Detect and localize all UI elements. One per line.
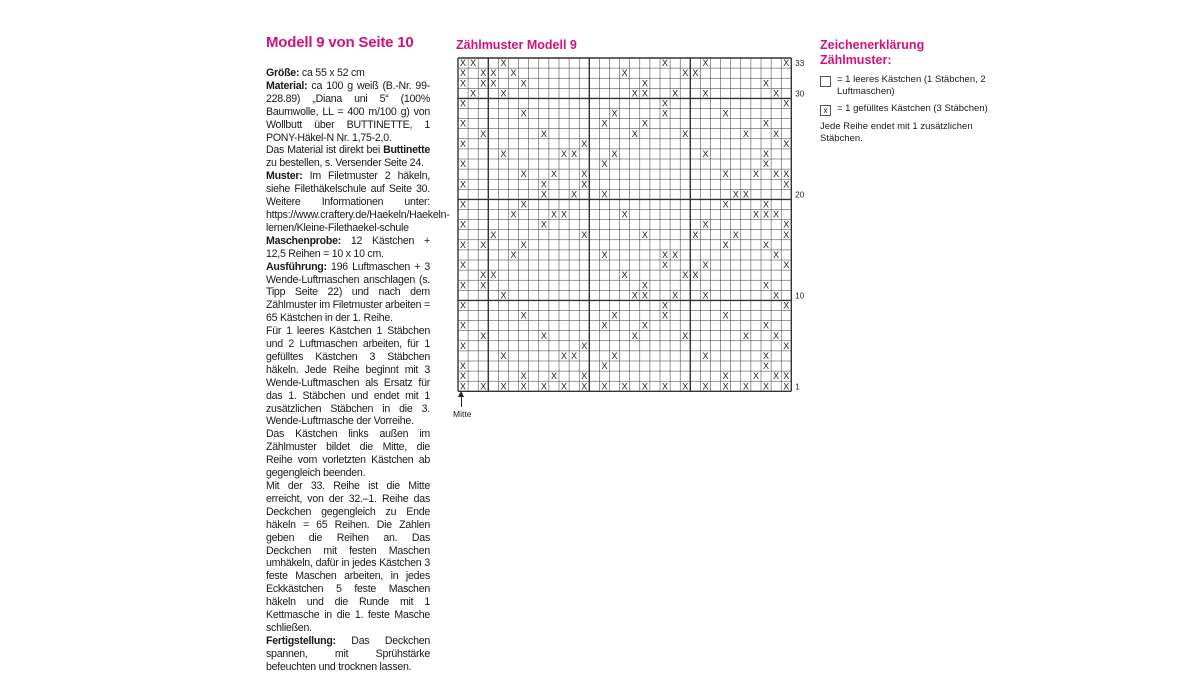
filled-cell-mark: X	[752, 169, 759, 180]
filled-cell-mark: X	[773, 169, 780, 180]
filled-cell-mark: X	[581, 229, 588, 240]
filled-cell-mark: X	[722, 108, 729, 119]
filled-cell-mark: X	[520, 108, 527, 119]
filled-cell-mark: X	[480, 381, 487, 392]
legend-empty-text: = 1 leeres Kästchen (1 Stäbchen, 2 Luftmaschen)	[837, 74, 986, 97]
filled-cell-mark: X	[763, 351, 770, 361]
filled-cell-mark: X	[783, 138, 790, 149]
legend-filled-text: = 1 gefülltes Kästchen (3 Stäbchen)	[837, 103, 988, 114]
filled-cell-mark: X	[611, 108, 618, 119]
instruction-text: Das Kästchen links außen im Zählmuster bildet die Mitte, die Reihe vom vorletzten Kästchen ab gegengleich beenden.	[266, 428, 430, 480]
filled-cell-mark: X	[631, 330, 638, 341]
filled-cell-mark: X	[601, 361, 608, 372]
filled-cell-mark: X	[752, 371, 759, 382]
filled-cell-mark: X	[550, 209, 557, 220]
filled-cell-mark: X	[480, 239, 487, 250]
filled-cell-mark: X	[763, 149, 770, 159]
filled-cell-mark: X	[662, 98, 669, 109]
filled-cell-mark: X	[742, 189, 749, 200]
legend-row-filled	[820, 103, 990, 116]
instruction-paragraph	[266, 144, 430, 170]
filled-cell-mark: X	[611, 351, 618, 361]
filled-cell-mark: X	[672, 290, 679, 301]
filled-cell-mark: X	[460, 219, 467, 230]
filled-cell-mark: X	[520, 381, 527, 392]
filled-cell-mark: X	[480, 280, 487, 291]
instruction-text: Im Filetmuster 2 häkeln, siehe Filethäkelschule auf Seite 30. Weitere Informationen unter: https://www.craftery.de/Haekeln/Haekeln-lernen/Kleine-Filethaekel-schule	[266, 170, 450, 234]
filled-cell-mark: X	[480, 68, 487, 79]
filled-cell-mark: X	[460, 58, 467, 69]
filled-cell-mark: X	[783, 58, 790, 69]
filled-cell-mark: X	[662, 108, 669, 119]
row-label: 20	[795, 190, 805, 200]
filled-cell-mark: X	[460, 260, 467, 271]
filled-cell-mark: X	[702, 381, 709, 392]
filled-cell-mark: X	[571, 351, 578, 361]
filled-cell-mark: X	[631, 88, 638, 99]
legend-row-empty	[820, 74, 990, 98]
filled-cell-mark: X	[500, 58, 507, 69]
filled-cell-mark: X	[702, 219, 709, 230]
filled-cell-mark: X	[601, 320, 608, 331]
filled-cell-mark: X	[460, 381, 467, 392]
filled-cell-mark: X	[581, 371, 588, 382]
filled-cell-mark: X	[460, 371, 467, 382]
instruction-label: Ausführung:	[266, 260, 327, 273]
filled-cell-mark: X	[773, 290, 780, 301]
filled-cell-mark: X	[773, 330, 780, 341]
filled-cell-mark: X	[500, 381, 507, 392]
filled-cell-mark: X	[742, 128, 749, 139]
filled-cell-mark: X	[722, 199, 729, 210]
legend-note: Jede Reihe endet mit 1 zusätzlichen Stäbchen.	[820, 121, 973, 144]
instruction-text: Für 1 leeres Kästchen 1 Stäbchen und 2 Luftmaschen arbeiten, für 1 gefülltes Kästchen 3 Stäbchen häkeln. Jede Reihe beginnt mit 3 Wende-Luftmaschen als Ersatz für das 1. Stäbchen und endet mit 1 zusätzlichen Stäbchen in die 3. Wende-Luftmasche der Vorreihe.	[266, 325, 430, 428]
filled-cell-mark: X	[732, 189, 739, 200]
filled-cell-mark: X	[581, 340, 588, 351]
filled-cell-mark: X	[510, 68, 517, 79]
instruction-text: Das Material ist direkt bei	[266, 144, 384, 157]
filled-cell-mark: X	[460, 159, 467, 170]
filled-cell-mark: X	[561, 149, 568, 159]
filled-cell-mark: X	[641, 78, 648, 89]
instruction-label: Maschenprobe:	[266, 234, 342, 247]
filled-cell-mark: X	[783, 260, 790, 271]
legend	[820, 38, 990, 145]
crochet-chart	[457, 57, 805, 393]
filled-cell-mark: X	[783, 169, 790, 180]
filled-cell-mark: X	[540, 330, 547, 341]
filled-cell-mark: X	[773, 128, 780, 139]
filled-cell-mark: X	[490, 270, 497, 281]
instruction-text: ca 55 x 52 cm	[299, 67, 365, 79]
row-label: 10	[795, 291, 805, 301]
filled-cell-mark: X	[631, 128, 638, 139]
filled-cell-mark: X	[692, 68, 699, 79]
filled-cell-mark: X	[460, 78, 467, 89]
instruction-label: Muster:	[266, 170, 303, 183]
filled-cell-mark: X	[460, 320, 467, 331]
row-label: 33	[795, 59, 805, 69]
filled-cell-mark: X	[480, 78, 487, 89]
filled-cell-mark: X	[641, 229, 648, 240]
empty-box-icon	[820, 76, 831, 87]
instruction-paragraph	[266, 80, 430, 145]
filled-cell-mark: X	[641, 320, 648, 331]
filled-cell-mark: X	[480, 330, 487, 341]
filled-cell-mark: X	[692, 229, 699, 240]
filled-cell-mark: X	[480, 128, 487, 139]
filled-cell-mark: X	[510, 250, 517, 260]
filled-cell-mark: X	[490, 68, 497, 79]
filled-cell-mark: X	[460, 98, 467, 109]
filled-box-icon: x	[820, 105, 831, 116]
filled-cell-mark: X	[763, 78, 770, 89]
filled-cell-mark: X	[520, 239, 527, 250]
instruction-text: zu bestellen, s. Versender Seite 24.	[266, 157, 424, 170]
filled-cell-mark: X	[722, 310, 729, 321]
filled-cell-mark: X	[722, 239, 729, 250]
filled-cell-mark: X	[520, 371, 527, 382]
filled-cell-mark: X	[601, 250, 608, 260]
filled-cell-mark: X	[460, 280, 467, 291]
filled-cell-mark: X	[601, 118, 608, 129]
instruction-bold: Buttinette	[383, 144, 430, 157]
filled-cell-mark: X	[460, 300, 467, 311]
filled-cell-mark: X	[662, 381, 669, 392]
chart-title: Zählmuster Modell 9	[456, 38, 577, 52]
filled-cell-mark: X	[621, 381, 628, 392]
mitte-label: Mitte	[453, 409, 472, 419]
filled-cell-mark: X	[641, 280, 648, 291]
filled-cell-mark: X	[460, 68, 467, 79]
filled-cell-mark: X	[682, 68, 689, 79]
instruction-text: 12 Kästchen + 12,5 Reihen = 10 x 10 cm.	[266, 234, 430, 260]
filled-cell-mark: X	[773, 88, 780, 99]
filled-cell-mark: X	[470, 58, 477, 69]
filled-cell-mark: X	[682, 128, 689, 139]
filled-cell-mark: X	[601, 189, 608, 200]
instruction-paragraph	[266, 480, 430, 635]
filled-cell-mark: X	[763, 209, 770, 220]
filled-cell-mark: X	[722, 169, 729, 180]
filled-cell-mark: X	[752, 209, 759, 220]
filled-cell-mark: X	[641, 88, 648, 99]
filled-cell-mark: X	[702, 260, 709, 271]
filled-cell-mark: X	[460, 199, 467, 210]
filled-cell-mark: X	[773, 371, 780, 382]
filled-cell-mark: X	[662, 310, 669, 321]
filled-cell-mark: X	[510, 209, 517, 220]
filled-cell-mark: X	[581, 138, 588, 149]
filled-cell-mark: X	[571, 189, 578, 200]
instruction-label: Material:	[266, 79, 308, 92]
filled-cell-mark: X	[490, 78, 497, 89]
filled-cell-mark: X	[611, 310, 618, 321]
filled-cell-mark: X	[763, 320, 770, 331]
filled-cell-mark: X	[500, 149, 507, 159]
filled-cell-mark: X	[561, 381, 568, 392]
filled-cell-mark: X	[702, 290, 709, 301]
filled-cell-mark: X	[641, 118, 648, 129]
filled-cell-mark: X	[672, 88, 679, 99]
legend-title: Zeichenerklärung Zählmuster:	[820, 38, 925, 67]
filled-cell-mark: X	[682, 330, 689, 341]
filled-cell-mark: X	[742, 330, 749, 341]
filled-cell-mark: X	[581, 381, 588, 392]
filled-cell-mark: X	[783, 300, 790, 311]
filled-cell-mark: X	[722, 381, 729, 392]
filled-cell-mark: X	[702, 88, 709, 99]
filled-cell-mark: X	[702, 149, 709, 159]
filled-cell-mark: X	[581, 169, 588, 180]
filled-cell-mark: X	[742, 381, 749, 392]
filled-cell-mark: X	[621, 68, 628, 79]
filled-cell-mark: X	[732, 229, 739, 240]
filled-cell-mark: X	[763, 118, 770, 129]
filled-cell-mark: X	[571, 149, 578, 159]
filled-cell-mark: X	[581, 179, 588, 190]
filled-cell-mark: X	[460, 239, 467, 250]
filled-cell-mark: X	[783, 381, 790, 392]
filled-cell-mark: X	[783, 98, 790, 109]
filled-cell-mark: X	[763, 381, 770, 392]
filled-cell-mark: X	[682, 270, 689, 281]
row-label: 30	[795, 89, 805, 99]
row-label: 1	[795, 382, 800, 392]
filled-cell-mark: X	[692, 270, 699, 281]
page-title: Modell 9 von Seite 10	[266, 34, 414, 51]
instruction-paragraph	[266, 67, 430, 80]
filled-cell-mark: X	[540, 179, 547, 190]
filled-cell-mark: X	[783, 219, 790, 230]
filled-cell-mark: X	[520, 78, 527, 89]
instruction-text: ca 100 g weiß (B.-Nr. 99-228.89) „Diana uni 5“ (100% Baumwolle, LL = 400 m/100 g) von Wollbutt über BUTTINETTE, 1 PONY-Häkel-N Nr. 1,75-2,0.	[266, 79, 430, 144]
instruction-label: Fertigstellung:	[266, 634, 336, 647]
filled-cell-mark: X	[540, 189, 547, 200]
filled-cell-mark: X	[662, 260, 669, 271]
filled-cell-mark: X	[763, 361, 770, 372]
filled-cell-mark: X	[763, 199, 770, 210]
filled-cell-mark: X	[763, 239, 770, 250]
filled-cell-mark: X	[641, 381, 648, 392]
filled-cell-mark: X	[540, 381, 547, 392]
filled-cell-mark: X	[520, 199, 527, 210]
filled-cell-mark: X	[621, 270, 628, 281]
instruction-paragraph	[266, 170, 450, 235]
filled-cell-mark: X	[702, 351, 709, 361]
filled-cell-mark: X	[641, 290, 648, 301]
filled-cell-mark: X	[460, 179, 467, 190]
filled-cell-mark: X	[621, 209, 628, 220]
filled-cell-mark: X	[763, 159, 770, 170]
filled-cell-mark: X	[702, 58, 709, 69]
filled-cell-mark: X	[662, 300, 669, 311]
filled-cell-mark: X	[682, 381, 689, 392]
filled-cell-mark: X	[500, 88, 507, 99]
filled-cell-mark: X	[662, 58, 669, 69]
filled-cell-mark: X	[460, 138, 467, 149]
filled-cell-mark: X	[561, 209, 568, 220]
filled-cell-mark: X	[722, 371, 729, 382]
filled-cell-mark: X	[783, 229, 790, 240]
filled-cell-mark: X	[480, 270, 487, 281]
instruction-text: Mit der 33. Reihe ist die Mitte erreicht, von der 32.–1. Reihe das Deckchen gegengleich zu Ende häkeln = 65 Reihen. Die Zahlen geben die Reihen an. Das Deckchen mit festen Maschen umhäkeln, dafür in jedes Kästchen 3 feste Maschen arbeiten, in jedes Eckkästchen 5 feste Maschen häkeln und die Runde mit 1 Kettmasche in die 1. feste Masche schließen.	[266, 480, 430, 634]
instruction-paragraph	[266, 635, 430, 674]
filled-cell-mark: X	[460, 361, 467, 372]
instruction-paragraph	[266, 325, 430, 428]
instruction-text: Das Deckchen spannen, mit Sprühstärke befeuchten und trocknen lassen.	[266, 634, 430, 673]
filled-cell-mark: X	[550, 169, 557, 180]
filled-cell-mark: X	[490, 229, 497, 240]
filled-cell-mark: X	[783, 340, 790, 351]
instruction-label: Größe:	[266, 67, 300, 79]
filled-cell-mark: X	[561, 351, 568, 361]
filled-cell-mark: X	[783, 179, 790, 190]
instruction-paragraph	[266, 428, 430, 480]
instruction-paragraph	[266, 235, 430, 261]
filled-cell-mark: X	[601, 381, 608, 392]
instruction-paragraph	[266, 261, 430, 326]
instruction-text: 196 Luftmaschen + 3 Wende-Luftmaschen anschlagen (s. Tipp Seite 22) und nach dem Zählmuster im Filetmuster arbeiten = 65 Kästchen in der 1. Reihe.	[266, 260, 430, 325]
filled-cell-mark: X	[783, 371, 790, 382]
filled-cell-mark: X	[520, 310, 527, 321]
filled-cell-mark: X	[470, 88, 477, 99]
filled-cell-mark: X	[460, 340, 467, 351]
filled-cell-mark: X	[773, 209, 780, 220]
instructions-column	[266, 34, 450, 674]
filled-cell-mark: X	[672, 250, 679, 260]
filled-cell-mark: X	[520, 169, 527, 180]
filled-cell-mark: X	[540, 219, 547, 230]
filled-cell-mark: X	[763, 280, 770, 291]
filled-cell-mark: X	[662, 250, 669, 260]
filled-cell-mark: X	[773, 250, 780, 260]
instructions-body	[266, 67, 450, 674]
filled-cell-mark: X	[500, 290, 507, 301]
filled-cell-mark: X	[460, 118, 467, 129]
filled-cell-mark: X	[500, 351, 507, 361]
filled-cell-mark: X	[611, 149, 618, 159]
filled-cell-mark: X	[540, 128, 547, 139]
arrow-up-icon	[461, 393, 462, 407]
filled-cell-mark: X	[601, 159, 608, 170]
filled-cell-mark: X	[550, 371, 557, 382]
filled-cell-mark: X	[631, 290, 638, 301]
